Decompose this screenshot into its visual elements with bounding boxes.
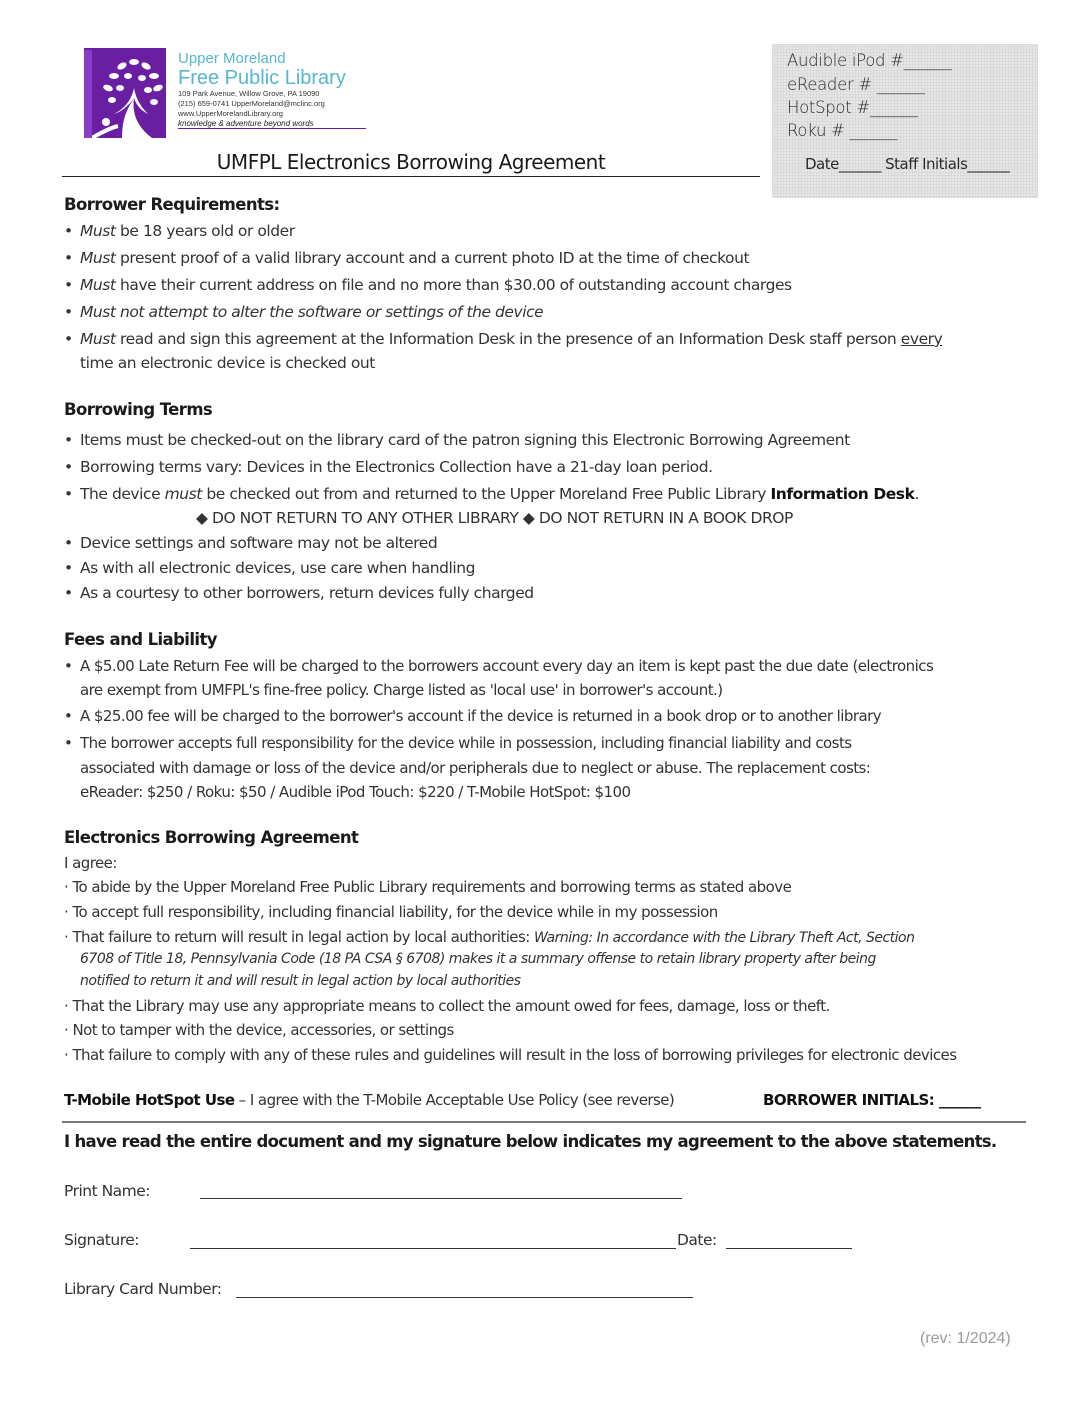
agreement-item: · That failure to comply with any of these rules and guidelines will result in the loss of borrowing privileges for electronic devices xyxy=(64,1046,957,1064)
requirement-item-continued: time an electronic device is checked out xyxy=(80,354,375,372)
terms-item: • The device must be checked out from and returned to the Upper Moreland Free Public Library Information Desk. xyxy=(64,485,919,503)
hotspot-use-line: T-Mobile HotSpot Use – I agree with the T-Mobile Acceptable Use Policy (see reverse) xyxy=(64,1091,675,1109)
theft-act-warning: notified to return it and will result in legal action by local authorities xyxy=(80,973,521,989)
fees-item-continued: are exempt from UMFPL's fine-free policy. Charge listed as 'local use' in borrower's account.) xyxy=(80,681,723,699)
agreement-item: · To accept full responsibility, including financial liability, for the device while in my possession xyxy=(64,903,718,921)
terms-item: • Borrowing terms vary: Devices in the Electronics Collection have a 21-day loan period. xyxy=(64,458,713,476)
requirement-item: • Must be 18 years old or older xyxy=(64,222,295,240)
agreement-item: · That failure to return will result in legal action by local authorities: Warning: In accordance with the Library Theft Act, Section xyxy=(64,928,915,946)
terms-item: • As with all electronic devices, use care when handling xyxy=(64,559,475,577)
theft-act-warning: 6708 of Title 18, Pennsylvania Code (18 PA CSA § 6708) makes it a summary offense to retain library property after being xyxy=(80,951,876,967)
fees-item: • A $25.00 fee will be charged to the borrower's account if the device is returned in a book drop or to another library xyxy=(64,707,882,725)
signature-field[interactable] xyxy=(190,1248,676,1249)
library-name-line2: Free Public Library xyxy=(178,67,346,89)
library-tagline: knowledge & adventure beyond words xyxy=(178,119,366,129)
divider xyxy=(62,1121,1026,1123)
library-website: www.UpperMorelandLibrary.org xyxy=(178,109,283,118)
fees-heading: Fees and Liability xyxy=(64,630,217,649)
borrower-initials-field[interactable]: BORROWER INITIALS: ______ xyxy=(763,1091,981,1109)
library-name-line1: Upper Moreland xyxy=(178,50,286,67)
staff-use-box xyxy=(772,44,1038,198)
agreement-item: · That the Library may use any appropriate means to collect the amount owed for fees, damage, loss or theft. xyxy=(64,997,830,1015)
requirements-heading: Borrower Requirements: xyxy=(64,195,280,214)
agreement-heading: Electronics Borrowing Agreement xyxy=(64,828,359,847)
agreement-item: · To abide by the Upper Moreland Free Public Library requirements and borrowing terms as stated above xyxy=(64,878,792,896)
requirement-item: • Must read and sign this agreement at the Information Desk in the presence of an Information Desk staff person every xyxy=(64,330,943,348)
diamond-icon: ◆ xyxy=(518,509,539,527)
terms-heading: Borrowing Terms xyxy=(64,400,213,419)
library-logo xyxy=(84,48,369,140)
print-name-field[interactable] xyxy=(200,1198,682,1199)
fees-item: • The borrower accepts full responsibility for the device while in possession, including financial liability and costs xyxy=(64,734,852,752)
library-card-field[interactable] xyxy=(236,1297,693,1298)
requirement-item: • Must have their current address on file and no more than $30.00 of outstanding account charges xyxy=(64,276,792,294)
fees-item: • A $5.00 Late Return Fee will be charged to the borrowers account every day an item is kept past the due date (electronics xyxy=(64,657,934,675)
agreement-item: · Not to tamper with the device, accessories, or settings xyxy=(64,1021,454,1039)
staff-date-field[interactable]: Date______ xyxy=(805,155,881,173)
diamond-icon: ◆ xyxy=(196,509,212,527)
tree-book-logo-icon xyxy=(84,48,166,138)
fees-item-continued: associated with damage or loss of the device and/or peripherals due to neglect or abuse. The replacement costs: xyxy=(80,759,871,777)
agreement-statement: I have read the entire document and my signature below indicates my agreement to the above statements. xyxy=(64,1132,997,1151)
print-name-label: Print Name: xyxy=(64,1182,151,1200)
roku-field[interactable]: Roku # ______ xyxy=(787,121,898,140)
library-phone-email: (215) 659-0741 UpperMoreland@mclinc.org xyxy=(178,99,325,108)
ereader-field[interactable]: eReader # ______ xyxy=(787,75,925,94)
agreement-intro: I agree: xyxy=(64,854,117,872)
hotspot-field[interactable]: HotSpot #______ xyxy=(787,98,918,117)
terms-item: • As a courtesy to other borrowers, return devices fully charged xyxy=(64,584,534,602)
library-address: 109 Park Avenue, Willow Grove, PA 19090 xyxy=(178,89,320,98)
requirement-item: • Must not attempt to alter the software or settings of the device xyxy=(64,303,544,321)
library-card-label: Library Card Number: xyxy=(64,1280,222,1298)
replacement-costs: eReader: $250 / Roku: $50 / Audible iPod Touch: $220 / T-Mobile HotSpot: $100 xyxy=(80,783,631,801)
requirement-item: • Must present proof of a valid library account and a current photo ID at the time of checkout xyxy=(64,249,750,267)
revision-note: (rev: 1/2024) xyxy=(920,1330,1011,1347)
date-field[interactable] xyxy=(726,1248,852,1249)
date-label: Date: xyxy=(677,1231,717,1249)
audible-ipod-field[interactable]: Audible iPod #______ xyxy=(787,51,952,70)
page-title: UMFPL Electronics Borrowing Agreement xyxy=(62,150,760,177)
terms-item: • Device settings and software may not be altered xyxy=(64,534,438,552)
terms-item: • Items must be checked-out on the library card of the patron signing this Electronic Borrowing Agreement xyxy=(64,431,850,449)
staff-initials-field[interactable]: Staff Initials______ xyxy=(885,155,1010,173)
return-warning: ◆ DO NOT RETURN TO ANY OTHER LIBRARY ◆ DO NOT RETURN IN A BOOK DROP xyxy=(196,509,793,527)
signature-label: Signature: xyxy=(64,1231,139,1249)
